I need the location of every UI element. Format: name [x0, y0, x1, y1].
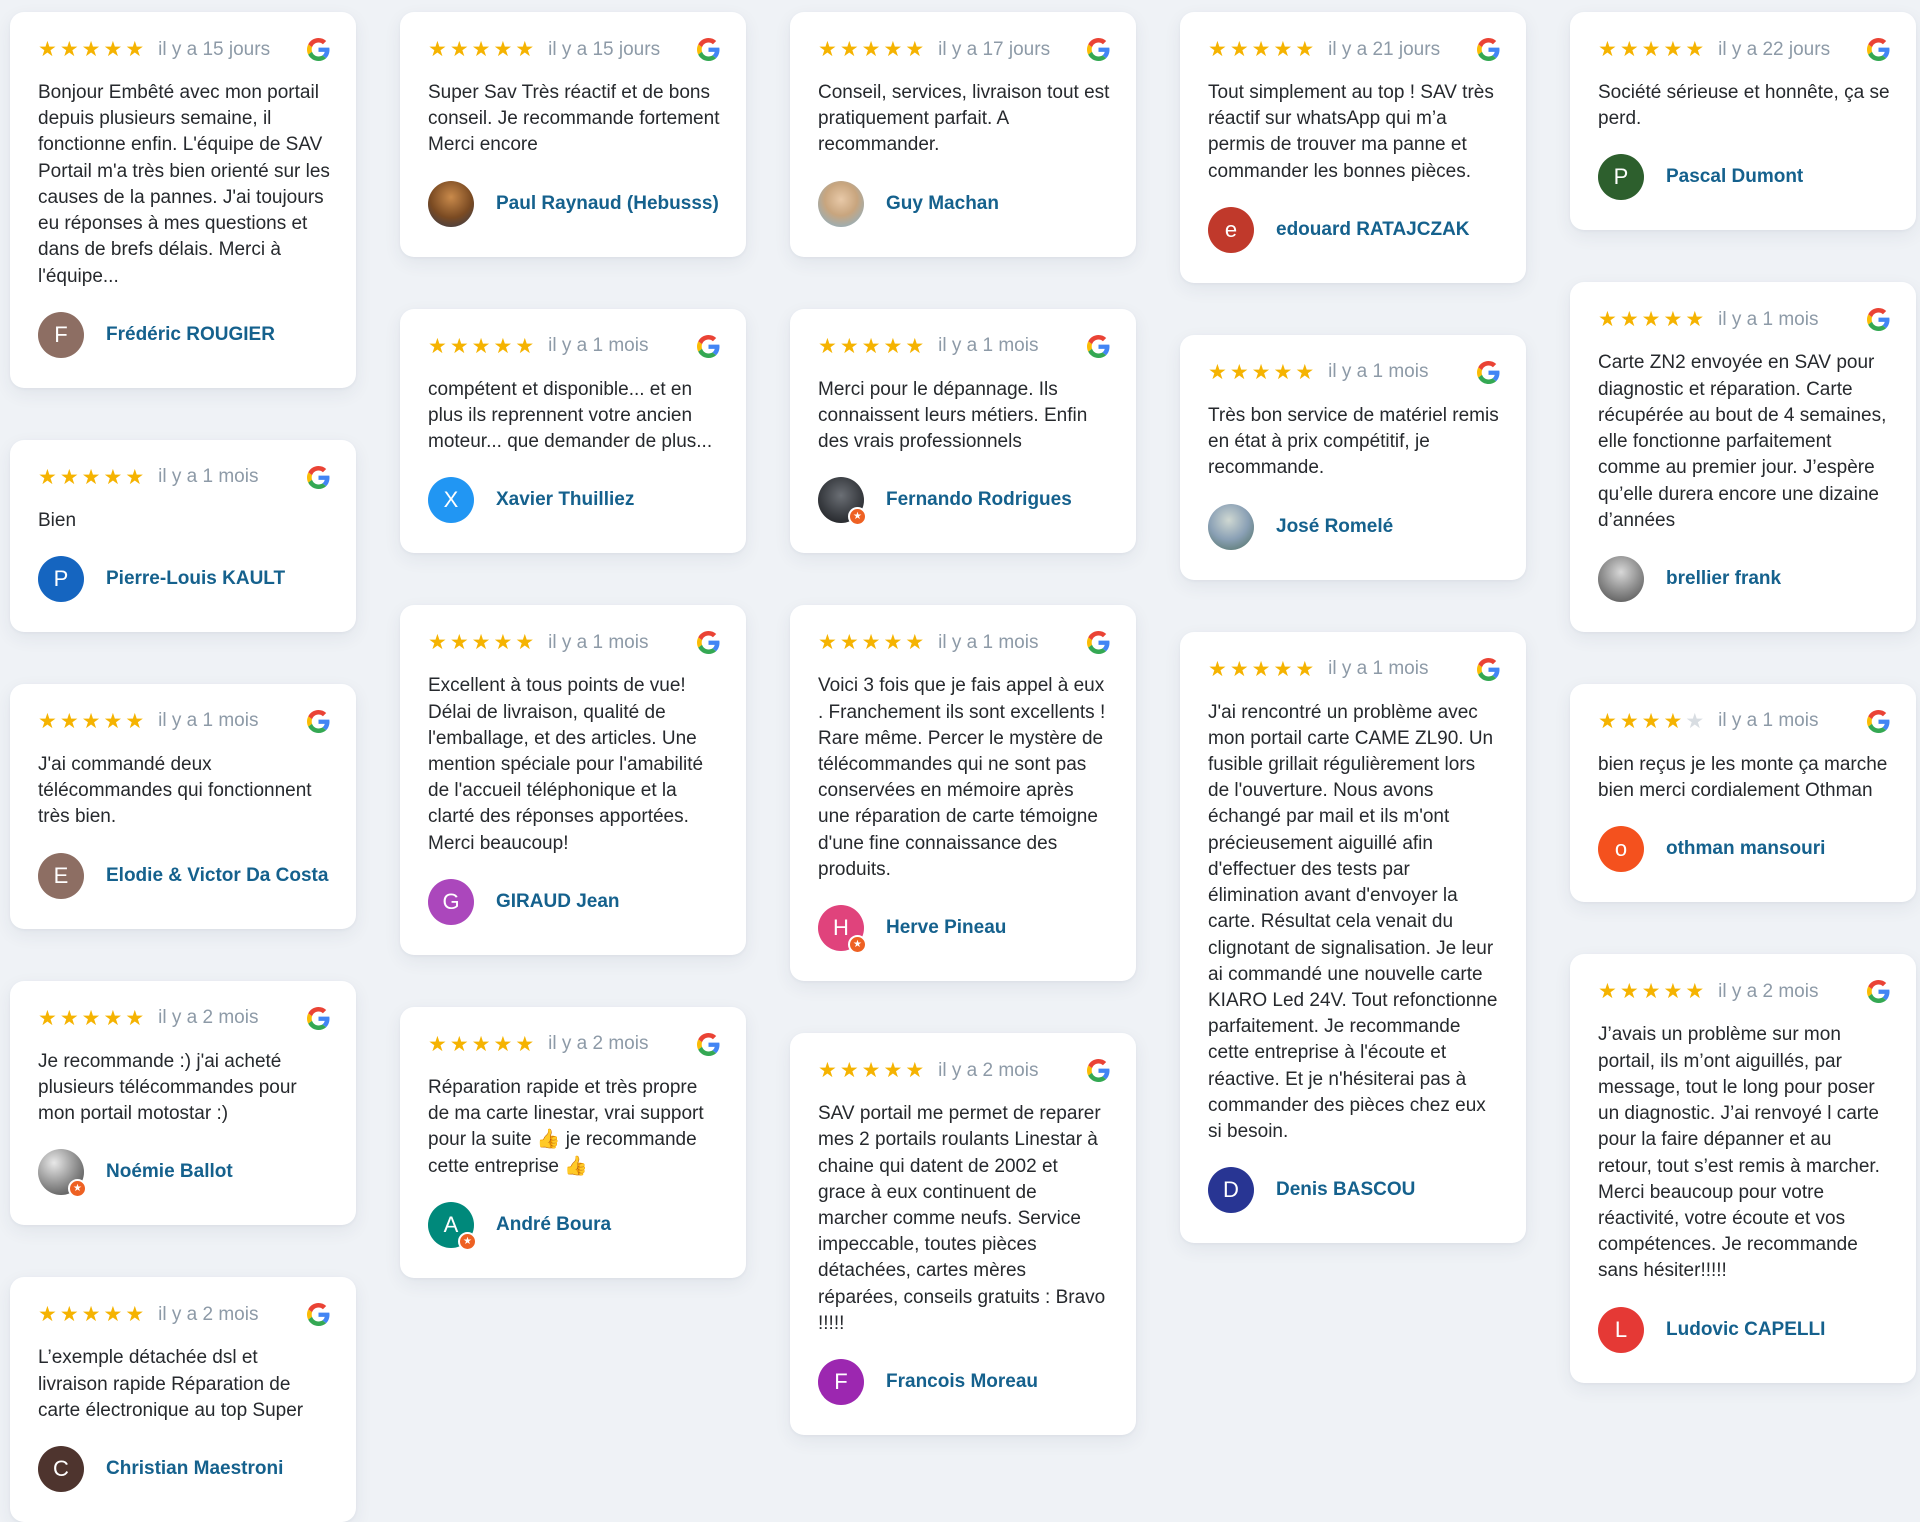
star-icon: ★: [449, 334, 469, 358]
star-rating: [38, 39, 144, 60]
star-icon: ★: [1685, 709, 1705, 733]
review-card: [1570, 12, 1916, 230]
star-icon: ★: [1208, 657, 1227, 681]
star-icon: ★: [103, 38, 123, 61]
star-icon: ★: [1598, 38, 1617, 61]
star-icon: ★: [471, 334, 491, 358]
star-icon: ★: [59, 465, 79, 489]
star-icon: ★: [428, 38, 447, 61]
star-rating: [818, 336, 924, 357]
reviewer-name[interactable]: brellier frank: [1666, 567, 1782, 589]
review-text: Je recommande :) j'ai acheté plusieurs télécommandes pour mon portail motostar :): [38, 1050, 297, 1125]
review-card: [10, 1277, 356, 1522]
reviewer-name[interactable]: Paul Raynaud (Hebusss): [496, 192, 719, 214]
star-rating: [818, 39, 924, 60]
google-icon[interactable]: [1087, 1059, 1110, 1082]
star-icon: ★: [449, 631, 469, 655]
reviewer-name[interactable]: Ludovic CAPELLI: [1666, 1318, 1826, 1340]
star-rating: [428, 336, 534, 357]
reviewer-row: [1208, 504, 1500, 550]
review-card: [400, 1007, 746, 1278]
review-card-header: [1208, 658, 1500, 681]
reviewer-name[interactable]: Fernando Rodrigues: [886, 489, 1072, 511]
star-rating: [818, 632, 924, 653]
reviewer-name[interactable]: Noémie Ballot: [106, 1161, 233, 1183]
review-card: [1180, 632, 1526, 1244]
reviewer-row: [38, 1149, 330, 1195]
review-text: Voici 3 fois que je fais appel à eux . Franchement ils sont excellents ! Rare même. Percer le mystère de télécommandes qui ne sont pas conservées en mémoire après une réparation de carte témoigne d'une fine connaissance des produits.: [818, 675, 1106, 880]
star-icon: ★: [1685, 980, 1705, 1004]
review-column: [400, 12, 746, 1278]
review-text: Société sérieuse et honnête, ça se perd.: [1598, 82, 1890, 130]
avatar: D: [1208, 1167, 1254, 1213]
star-icon: ★: [1663, 308, 1683, 332]
avatar: [1598, 556, 1644, 602]
avatar: F: [818, 1359, 864, 1405]
local-guide-badge-icon: ★: [848, 935, 867, 954]
review-card: [1570, 684, 1916, 902]
star-icon: ★: [905, 1059, 925, 1083]
reviewer-name[interactable]: André Boura: [496, 1213, 612, 1235]
star-rating: [1208, 39, 1314, 60]
google-icon[interactable]: [1087, 38, 1110, 61]
review-card-header: [818, 335, 1110, 358]
google-icon[interactable]: [1867, 38, 1890, 61]
star-icon: ★: [1229, 38, 1249, 61]
review-time: il y a 2 mois: [938, 1059, 1039, 1081]
review-text: Réparation rapide et très propre de ma carte linestar, vrai support pour la suite 👍 je recommande cette entreprise 👍: [428, 1076, 704, 1177]
reviewer-name[interactable]: Pierre-Louis KAULT: [106, 567, 286, 589]
star-icon: ★: [515, 1032, 535, 1056]
star-icon: ★: [1685, 308, 1705, 332]
review-card-header: [38, 466, 330, 489]
reviewer-row: [818, 181, 1110, 227]
star-icon: ★: [493, 1032, 513, 1056]
review-card: [400, 309, 746, 554]
star-icon: ★: [1663, 709, 1683, 733]
star-icon: ★: [883, 38, 903, 61]
star-rating: [1208, 362, 1314, 383]
review-time: il y a 1 mois: [1718, 710, 1819, 732]
star-icon: ★: [905, 38, 925, 61]
review-card: [10, 981, 356, 1226]
star-icon: ★: [493, 334, 513, 358]
star-rating: [1598, 309, 1704, 330]
review-time: il y a 1 mois: [1328, 361, 1429, 383]
reviewer-name[interactable]: Pascal Dumont: [1666, 166, 1804, 188]
review-column: [790, 12, 1136, 1435]
star-icon: ★: [1251, 38, 1271, 61]
reviewer-row: [428, 1202, 720, 1248]
google-icon[interactable]: [1867, 308, 1890, 331]
review-time: il y a 1 mois: [158, 710, 259, 732]
star-icon: ★: [38, 38, 57, 61]
avatar: G: [428, 879, 474, 925]
star-icon: ★: [428, 631, 447, 655]
reviewer-row: [38, 312, 330, 358]
star-icon: ★: [1641, 980, 1661, 1004]
avatar: [428, 181, 474, 227]
review-card-header: [38, 710, 330, 733]
avatar: [818, 477, 864, 523]
google-icon[interactable]: [697, 1033, 720, 1056]
google-icon[interactable]: [697, 335, 720, 358]
reviewer-row: [428, 477, 720, 523]
review-card: [10, 684, 356, 929]
review-text: Bonjour Embêté avec mon portail depuis plusieurs semaine, il fonctionne enfin. L'équipe de SAV Portail m'a très bien orienté sur les causes de la pannes. J'ai toujours eu réponses à mes questions et dans de brefs délais. Merci à l'équipe...: [38, 82, 330, 287]
avatar: [1208, 504, 1254, 550]
review-text: Merci pour le dépannage. Ils connaissent leurs métiers. Enfin des vrais professionnels: [818, 378, 1088, 453]
google-icon[interactable]: [307, 1303, 330, 1326]
review-card-header: [818, 1059, 1110, 1082]
review-card: [400, 12, 746, 257]
avatar: o: [1598, 826, 1644, 872]
avatar: P: [38, 556, 84, 602]
star-icon: ★: [861, 631, 881, 655]
star-icon: ★: [449, 1032, 469, 1056]
review-card-header: [818, 38, 1110, 61]
star-rating: [428, 1034, 534, 1055]
star-rating: [38, 1304, 144, 1325]
star-icon: ★: [428, 334, 447, 358]
star-icon: ★: [883, 631, 903, 655]
review-card: [790, 309, 1136, 554]
review-time: il y a 1 mois: [548, 631, 649, 653]
star-icon: ★: [1208, 38, 1227, 61]
google-icon[interactable]: [307, 710, 330, 733]
star-icon: ★: [59, 1303, 79, 1327]
star-icon: ★: [59, 1006, 79, 1030]
star-icon: ★: [1641, 308, 1661, 332]
reviewer-row: [38, 853, 330, 899]
reviewer-name[interactable]: Xavier Thuilliez: [496, 489, 635, 511]
star-icon: ★: [1619, 709, 1639, 733]
review-card: [790, 12, 1136, 257]
star-icon: ★: [471, 631, 491, 655]
avatar: [38, 1149, 84, 1195]
review-card: [1570, 282, 1916, 632]
reviewer-row: [818, 1359, 1110, 1405]
star-icon: ★: [103, 1006, 123, 1030]
review-card-header: [1598, 710, 1890, 733]
star-rating: [38, 711, 144, 732]
review-card-header: [1208, 38, 1500, 61]
avatar: [818, 181, 864, 227]
star-icon: ★: [38, 1303, 57, 1327]
star-icon: ★: [81, 465, 101, 489]
star-icon: ★: [428, 1032, 447, 1056]
reviewer-name[interactable]: Guy Machan: [886, 192, 999, 214]
google-icon[interactable]: [1087, 335, 1110, 358]
star-icon: ★: [449, 38, 469, 61]
star-icon: ★: [38, 1006, 57, 1030]
review-card: [1180, 12, 1526, 283]
reviewer-name[interactable]: Denis BASCOU: [1276, 1179, 1416, 1201]
review-time: il y a 15 jours: [548, 38, 661, 60]
star-rating: [1598, 981, 1704, 1002]
star-icon: ★: [471, 1032, 491, 1056]
review-column: [10, 12, 356, 1522]
reviewer-row: [428, 879, 720, 925]
review-text: J'ai rencontré un problème avec mon portail carte CAME ZL90. Un fusible grillait régulièrement lors de l'ouverture. Nous avons échangé par mail et ils m'ont précieusement aiguillé afin d'effectuer des tests par élimination avant d'envoyer la carte. Résultat cela venait du clignotant de signalisation. Je leur ai commandé une nouvelle carte KIARO Led 24V. Tout refonctionne parfaitement. Je recommande cette entreprise à l'écoute et réactive. Et je n'hésiterai pas à commander des pièces chez eux si besoin.: [1208, 701, 1498, 1143]
reviewer-name[interactable]: Herve Pineau: [886, 917, 1007, 939]
star-icon: ★: [839, 1059, 859, 1083]
review-card-header: [428, 1033, 720, 1056]
star-icon: ★: [1208, 360, 1227, 384]
star-icon: ★: [818, 1059, 837, 1083]
star-icon: ★: [818, 38, 837, 61]
reviewer-row: [1598, 1307, 1890, 1353]
avatar: F: [38, 312, 84, 358]
review-column: [1180, 12, 1526, 1243]
star-icon: ★: [515, 334, 535, 358]
star-icon: ★: [515, 38, 535, 61]
review-card-header: [38, 1303, 330, 1326]
reviewer-name[interactable]: Francois Moreau: [886, 1371, 1039, 1393]
review-time: il y a 2 mois: [548, 1033, 649, 1055]
reviewer-name[interactable]: edouard RATAJCZAK: [1276, 218, 1470, 240]
star-icon: ★: [81, 1303, 101, 1327]
star-icon: ★: [1641, 709, 1661, 733]
review-card-header: [428, 38, 720, 61]
google-icon[interactable]: [1477, 361, 1500, 384]
star-icon: ★: [38, 465, 57, 489]
google-icon[interactable]: [697, 38, 720, 61]
star-rating: [1598, 39, 1704, 60]
review-text: Conseil, services, livraison tout est pratiquement parfait. A recommander.: [818, 82, 1110, 156]
reviewer-row: [818, 477, 1110, 523]
star-icon: ★: [905, 631, 925, 655]
review-text: Très bon service de matériel remis en état à prix compétitif, je recommande.: [1208, 404, 1499, 479]
reviewer-name[interactable]: José Romelé: [1276, 515, 1394, 537]
review-card-header: [1598, 308, 1890, 331]
star-icon: ★: [103, 465, 123, 489]
review-time: il y a 1 mois: [938, 631, 1039, 653]
google-icon[interactable]: [1087, 631, 1110, 654]
star-icon: ★: [1229, 657, 1249, 681]
review-time: il y a 1 mois: [548, 335, 649, 357]
star-icon: ★: [861, 38, 881, 61]
star-icon: ★: [1619, 38, 1639, 61]
star-icon: ★: [839, 631, 859, 655]
review-text: J’avais un problème sur mon portail, ils m’ont aiguillés, par message, tout le long pour poser un diagnostic. J’ai renvoyé l carte pour la faire dépanner et au retour, tout s’est remis à marcher. Merci beaucoup pour votre réactivité, votre écoute et vos compétences. Je recommande sans hésiter!!!!!: [1598, 1024, 1880, 1282]
review-card-header: [1598, 980, 1890, 1003]
avatar: X: [428, 477, 474, 523]
avatar: P: [1598, 154, 1644, 200]
review-text: Super Sav Très réactif et de bons conseil. Je recommande fortement Merci encore: [428, 82, 720, 156]
google-icon[interactable]: [697, 631, 720, 654]
star-icon: ★: [1663, 38, 1683, 61]
avatar: e: [1208, 207, 1254, 253]
review-card: [10, 440, 356, 632]
review-card-header: [428, 335, 720, 358]
review-card: [790, 1033, 1136, 1435]
star-icon: ★: [883, 334, 903, 358]
reviewer-row: [38, 1446, 330, 1492]
review-card: [400, 605, 746, 955]
review-time: il y a 22 jours: [1718, 38, 1831, 60]
star-icon: ★: [125, 1006, 145, 1030]
star-icon: ★: [59, 709, 79, 733]
star-icon: ★: [493, 631, 513, 655]
google-icon[interactable]: [1477, 38, 1500, 61]
star-icon: ★: [861, 334, 881, 358]
reviewer-row: [1598, 154, 1890, 200]
star-icon: ★: [1598, 308, 1617, 332]
google-icon[interactable]: [1867, 980, 1890, 1003]
star-rating: [1208, 659, 1314, 680]
star-icon: ★: [1619, 980, 1639, 1004]
star-icon: ★: [1619, 308, 1639, 332]
reviewer-row: [1598, 556, 1890, 602]
review-time: il y a 1 mois: [1718, 308, 1819, 330]
review-time: il y a 2 mois: [158, 1303, 259, 1325]
star-icon: ★: [493, 38, 513, 61]
review-text: Excellent à tous points de vue! Délai de livraison, qualité de l'emballage, et des articles. Une mention spéciale pour l'amabilité de l'accueil téléphonique et la clarté des réponses apportées. Merci beaucoup!: [428, 675, 704, 854]
reviewer-row: [38, 556, 330, 602]
review-card-header: [38, 1007, 330, 1030]
reviewer-row: [428, 181, 720, 227]
avatar: L: [1598, 1307, 1644, 1353]
review-card: [1180, 335, 1526, 580]
star-icon: ★: [1273, 360, 1293, 384]
star-icon: ★: [1685, 38, 1705, 61]
star-icon: ★: [125, 709, 145, 733]
star-icon: ★: [1295, 360, 1315, 384]
reviewer-name[interactable]: Elodie & Victor Da Costa: [106, 864, 329, 886]
star-icon: ★: [861, 1059, 881, 1083]
star-rating: [428, 632, 534, 653]
review-card: [790, 605, 1136, 981]
google-icon[interactable]: [307, 1007, 330, 1030]
review-card-header: [818, 631, 1110, 654]
star-icon: ★: [839, 38, 859, 61]
star-icon: ★: [818, 631, 837, 655]
review-text: Carte ZN2 envoyée en SAV pour diagnostic et réparation. Carte récupérée au bout de 4 semaines, elle fonctionne parfaitement comme au premier jour. J’espère qu’elle durera encore une dizaine d’années: [1598, 352, 1887, 531]
star-icon: ★: [81, 1006, 101, 1030]
star-icon: ★: [1663, 980, 1683, 1004]
review-text: SAV portail me permet de reparer mes 2 portails roulants Linestar à chaine qui datent de 2002 et grace à eux continuent de marcher comme neufs. Service impeccable, toutes pièces détachées, cartes mères réparées, conseils gratuits : Bravo !!!!!: [818, 1103, 1106, 1334]
review-card-header: [428, 631, 720, 654]
avatar: C: [38, 1446, 84, 1492]
review-card-header: [1208, 361, 1500, 384]
review-card: [1570, 954, 1916, 1382]
star-rating: [1598, 711, 1704, 732]
review-time: il y a 17 jours: [938, 38, 1051, 60]
star-icon: ★: [1229, 360, 1249, 384]
review-time: il y a 21 jours: [1328, 38, 1441, 60]
review-time: il y a 15 jours: [158, 38, 271, 60]
star-rating: [428, 39, 534, 60]
local-guide-badge-icon: ★: [848, 507, 867, 526]
review-column: [1570, 12, 1916, 1383]
local-guide-badge-icon: ★: [68, 1179, 87, 1198]
reviewer-name[interactable]: GIRAUD Jean: [496, 890, 620, 912]
reviewer-name[interactable]: Frédéric ROUGIER: [106, 323, 275, 345]
review-text: L’exemple détachée dsl et livraison rapide Réparation de carte électronique au top Super: [38, 1347, 304, 1421]
review-text: J'ai commandé deux télécommandes qui fonctionnent très bien.: [38, 753, 312, 828]
star-icon: ★: [125, 38, 145, 61]
reviewer-row: [1598, 826, 1890, 872]
review-time: il y a 2 mois: [158, 1007, 259, 1029]
star-rating: [38, 467, 144, 488]
review-text: Tout simplement au top ! SAV très réactif sur whatsApp qui m’a permis de trouver ma panne et commander les bonnes pièces.: [1208, 82, 1494, 182]
reviewer-name[interactable]: Christian Maestroni: [106, 1457, 284, 1479]
star-icon: ★: [1251, 657, 1271, 681]
reviewer-row: [1208, 207, 1500, 253]
avatar: ★ H: [818, 905, 864, 951]
star-icon: ★: [1295, 657, 1315, 681]
star-rating: [818, 1060, 924, 1081]
star-icon: ★: [125, 465, 145, 489]
review-time: il y a 1 mois: [158, 466, 259, 488]
local-guide-badge-icon: ★: [458, 1232, 477, 1251]
star-icon: ★: [905, 334, 925, 358]
google-icon[interactable]: [1867, 710, 1890, 733]
review-text: Bien: [38, 509, 77, 531]
review-time: il y a 2 mois: [1718, 980, 1819, 1002]
reviewer-row: [1208, 1167, 1500, 1213]
star-icon: ★: [883, 1059, 903, 1083]
review-text: bien reçus je les monte ça marche bien merci cordialement Othman: [1598, 753, 1888, 802]
star-icon: ★: [59, 38, 79, 61]
star-icon: ★: [471, 38, 491, 61]
google-icon[interactable]: [307, 38, 330, 61]
star-icon: ★: [1273, 38, 1293, 61]
star-icon: ★: [1598, 709, 1617, 733]
star-icon: ★: [1295, 38, 1315, 61]
star-icon: ★: [1273, 657, 1293, 681]
star-icon: ★: [81, 709, 101, 733]
google-icon[interactable]: [307, 466, 330, 489]
reviewer-row: [818, 905, 1110, 951]
review-card-header: [38, 38, 330, 61]
google-icon[interactable]: [1477, 658, 1500, 681]
star-rating: [38, 1008, 144, 1029]
reviewer-name[interactable]: othman mansouri: [1666, 838, 1826, 860]
star-icon: ★: [103, 709, 123, 733]
star-icon: ★: [1598, 980, 1617, 1004]
star-icon: ★: [81, 38, 101, 61]
star-icon: ★: [515, 631, 535, 655]
review-time: il y a 1 mois: [938, 335, 1039, 357]
review-text: compétent et disponible... et en plus ils reprennent votre ancien moteur... que demander de plus...: [428, 378, 713, 453]
avatar: E: [38, 853, 84, 899]
star-icon: ★: [839, 334, 859, 358]
star-icon: ★: [1251, 360, 1271, 384]
review-card: [10, 12, 356, 388]
star-icon: ★: [103, 1303, 123, 1327]
avatar: ★ A: [428, 1202, 474, 1248]
star-icon: ★: [818, 334, 837, 358]
star-icon: ★: [125, 1303, 145, 1327]
review-time: il y a 1 mois: [1328, 658, 1429, 680]
review-card-header: [1598, 38, 1890, 61]
star-icon: ★: [1641, 38, 1661, 61]
star-icon: ★: [38, 709, 57, 733]
